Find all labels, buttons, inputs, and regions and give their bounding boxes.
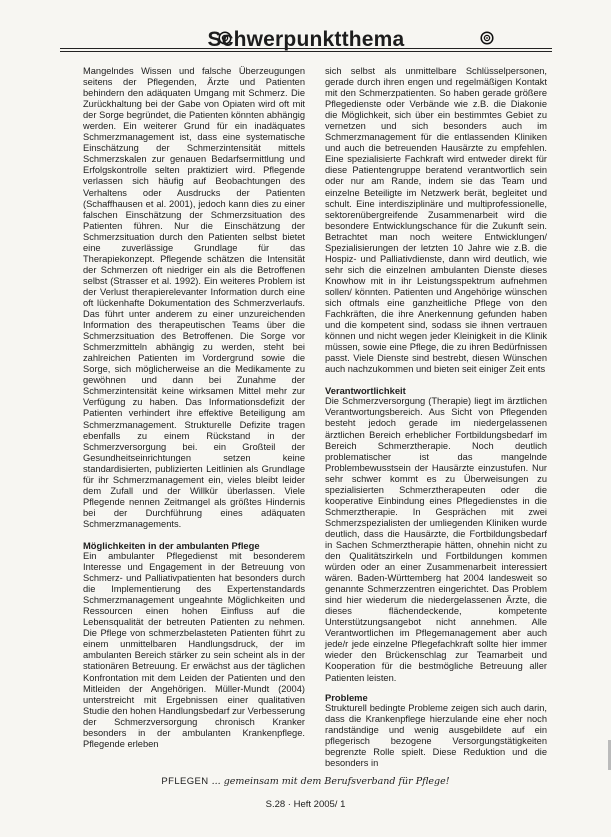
header-rule (60, 48, 552, 49)
left-column (83, 66, 305, 750)
footer-slogan (0, 776, 611, 787)
header-rule-thin (60, 51, 552, 52)
right-column (325, 66, 547, 769)
lifebuoy-icon (480, 31, 494, 45)
section-title: Schwerpunktthema (207, 28, 405, 51)
body-paragraph: Mangelndes Wissen und falsche Überzeugungen seitens der Pflegenden, Ärzte und Patienten behindern den adäquaten Umgang mit Schmerz. Die Zurückhaltung bei der Gabe von Opiaten wird oft mit der Sorge begründet, die Patienten könnten abhängig werden. Ein weiterer Grund für ein inadäquates Schmerzmanagement ist, dass eine systematische Einschätzung der Schmerzintensität mittels Schmerzskalen zur genauen Bedarfsermittlung und Erfolgskontrolle selten praktiziert wird. Pflegende verlassen sich häufig auf Beobachtungen des Verhaltens oder Ausdrucks der Patienten (Schaffhausen et al. 2001), jedoch kann dies zu einer falschen Einschätzung der Schmerzsituation des Patienten führen. Nur die Einschätzung der Schmerzsituation durch den Patienten selbst bietet eine zuverlässige Grundlage für das Therapiekonzept. Pflegende schätzen die Intensität der Schmerzen oft niedriger ein als die Betroffenen selbst (Strasser et al. 1992). Ein weiteres Problem ist der Verlust therapierelevanter Information durch eine oft lückenhafte Dokumentation des Schmerzverlaufs. Das führt unter anderem zu einer unzureichenden Information des therapeutischen Teams über die Schmerzsituation des Betroffenen. Die Sorge vor Schmerzmitteln abhängig zu werden, steht bei zahlreichen Patienten im Vordergrund sowie die Sorge, sich möglicherweise an die Medikamente zu gewöhnen und dann bei Zunahme der Schmerzintensität keine wirksamen Mittel mehr zur Verfügung zu haben. Das Informationsdefizit der Patienten verhindert ihre effektive Beteiligung am Schmerzmanagement. Strukturelle Defizite tragen ebenfalls zu einem Rückstand in der Schmerzversorgung bei. ein Großteil der Gesundheitseinrichtungen setzen keine standardisierten, publizierten Leitlinien als Grundlage für ihr Schmerzmanagement ein, vieles bleibt leider dem Zufall und der Willkür überlassen. Viele Pflegende nennen Zeitmangel als größtes Hindernis bei der Durchführung eines adäquaten Schmerzmanagements. (83, 66, 305, 529)
section-heading: Probleme (325, 691, 368, 703)
slogan-script: ... gemeinsam mit dem Berufsverband für Pflege! (211, 776, 450, 787)
section-heading: Verantwortlichkeit (325, 385, 406, 397)
body-paragraph: Ein ambulanter Pflegedienst mit besonderem Interesse und Engagement in der Betreuung von Schmerz- und Palliativpatienten hat besonders durch die Implementierung des Expertenstandards Schmerzmanagement ungeahnte Möglichkeiten und Ressourcen einen hohen Einfluss auf die Lebensqualität der betreuten Patienten zu nehmen. Die Pflege von schmerzbelasteten Patienten führt zu einem unmittelbaren Handlungsdruck, der im ambulanten Bereich stärker zu sein scheint als in der stationären Betreuung. Er erwächst aus der täglichen Konfrontation mit dem Leiden der Patienten und den Mitleiden der Angehörigen. Müller-Mundt (2004) unterstreicht mit Ergebnissen einer qualitativen Studie den hohen Handlungsbedarf zur Verbesserung der Schmerzversorgung chronisch Kranker besonders in der ambulanten Krankenpflege. Pflegende erleben (83, 551, 305, 749)
slogan-prefix: PFLEGEN (161, 776, 209, 787)
section-heading: Möglichkeiten in der ambulanten Pflege (83, 539, 260, 551)
body-paragraph: Die Schmerzversorgung (Therapie) liegt im ärztlichen Verantwortungsbereich. Aus Sicht von Pflegenden besteht jedoch gerade im niedergelassenen ärztlichen Bereich erheblicher Fortbildungsbedarf im Bereich Schmerztherapie. Noch deutlich problematischer ist das mangelnde Problembewusstsein der Hausärzte einzustufen. Nur sehr schwer kommt es zu Überweisungen zu spezialisierten Schmerztherapeuten oder die kooperative Einbindung eines Pflegedienstes in die Schmerztherapie. In Gesprächen mit zwei Schmerzspezialisten der umliegenden Kliniken wurde deutlich, dass die Hausärzte, die Fortbildungsbedarf in Sachen Schmerztherapie hätten, ohnehin nicht zu den Qualitätszirkeln und Fortbildungen kommen würden oder an einer Zusammenarbeit interessiert wären. Baden-Württemberg hat 2004 landesweit so genannte Schmerzzentren eingerichtet. Das Problem sind hier wiederum die niedergelassenen Ärzte, die dieses flächendeckende, kompetente Unterstützungsangebot nicht annehmen. Alle Verantwortlichen im Pflegemanagement aber auch jede/r jede einzelne Pflegefachkraft sollte hier immer wieder den Brückenschlag zur Teamarbeit und Kooperation für die bestmögliche Betreuung aller Patienten leisten. (325, 396, 547, 683)
page-header (60, 28, 552, 50)
body-paragraph: sich selbst als unmittelbare Schlüsselpersonen, gerade durch ihren engen und regelmäßigen Kontakt mit den Schmerzpatienten. So haben gerade größere Pflegedienste oder Verbände wie z.B. die Diakonie die Möglichkeit, sich über ein bestimmtes Gebiet zu vernetzen und sich besonders auch im Schmerzmanagement für die entlassenden Kliniken und auch die betreuenden Hausärzte zu empfehlen. Eine spezialisierte Fachkraft wird entweder direkt für diese Patientengruppe beratend verantwortlich sein oder nur am Rande, indem sie das Team und einzelne Beteiligte im Netzwerk berät, begleitet und schult. Eine interdisziplinäre und multiprofessionelle, sektorenübergreifende Zusammenarbeit wird die besondere Entwicklungschance für die Zukunft sein. Betrachtet man noch weitere Entwicklungen/ Spezialisierungen der letzten 10 Jahre wie z.B. die Hospiz- und Palliativdienste, dann wird deutlich, wie sehr sich die einzelnen ambulanten Dienste dieses Knowhow mit in ihr Leistungsspektrum aufnehmen sollen/ könnten. Patienten und Angehörige wünschen sich oftmals eine ganzheitliche Pflege von den Fachkräften, die ihre Anerkennung gefunden haben und die kompetent sind, sodass sie ihnen vertrauen können und nicht wegen jeder Kleinigkeit in die Klinik müssen, sowie eine Pflege, die zu ihren Bedürfnissen passt. Viele Dienste sind bestrebt, diesen Wünschen auch nachzukommen und bieten seit einiger Zeit ents (325, 66, 547, 375)
body-paragraph: Strukturell bedingte Probleme zeigen sich auch darin, dass die Krankenpflege hierzulande eine eher noch randständige und wenig ausgebildete auf ein pflegerisch bezogene Versorgungstätigkeiten begrenzte Rolle spielt. Diese Reduktion und die besonders in (325, 702, 547, 768)
page-number: S.28 · Heft 2005/ 1 (265, 799, 346, 810)
